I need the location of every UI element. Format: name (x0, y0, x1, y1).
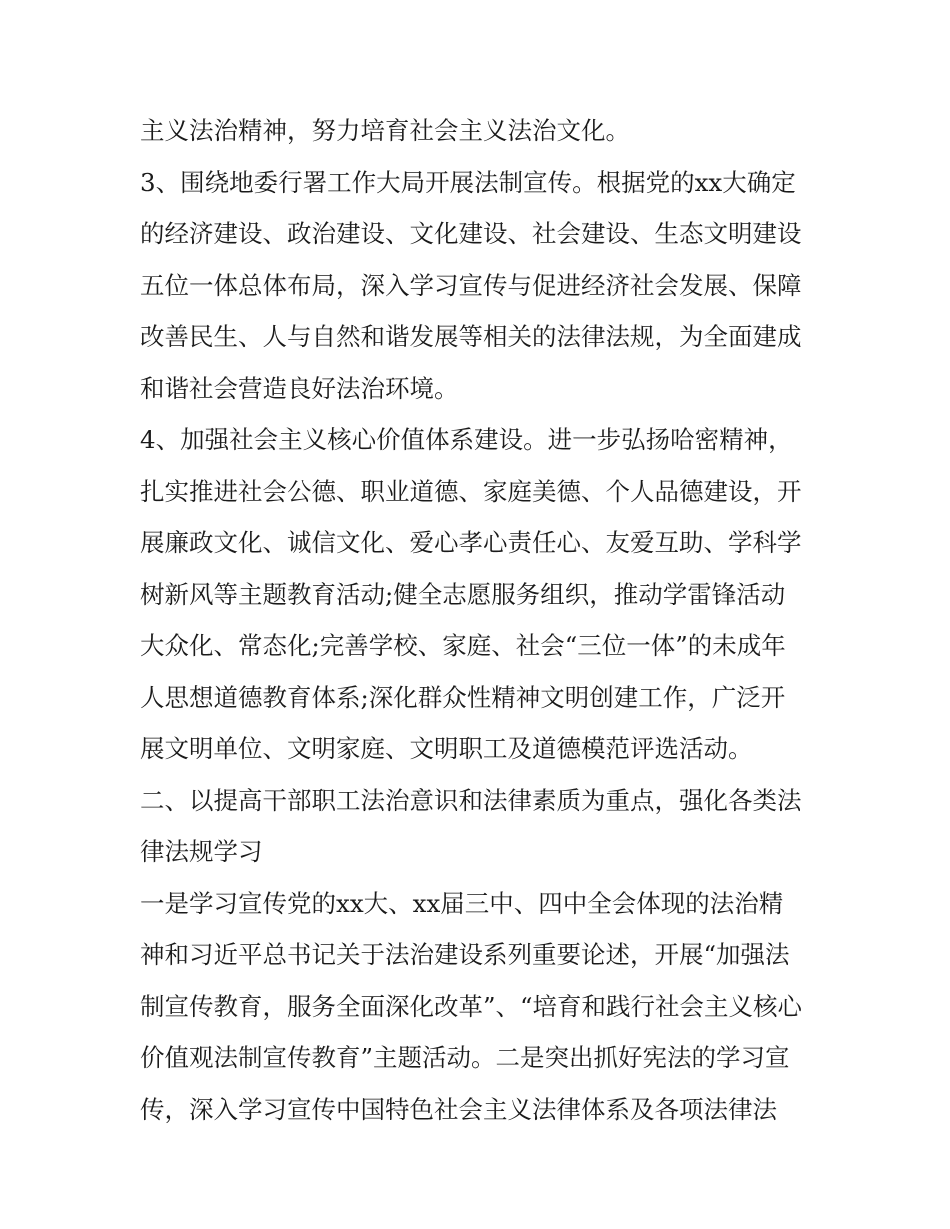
text-line: 主义法治精神，努力培育社会主义法治文化。 (140, 116, 630, 145)
text-line: 价值观法制宣传教育”主题活动。二是突出抓好宪法的学习宣 (140, 1043, 790, 1072)
text-line: 制宣传教育，服务全面深化改革”、“培育和践行社会主义核心 (140, 991, 803, 1021)
section-heading: 二、以提高干部职工法治意识和法律素质为重点，强化各类法 (140, 785, 802, 815)
text-line: 改善民生、人与自然和谐发展等相关的法律法规，为全面建成 (140, 322, 802, 351)
text-line: 展廉政文化、诚信文化、爱心孝心责任心、友爱互助、学科学 (140, 528, 802, 557)
text-line: 展文明单位、文明家庭、文明职工及道德模范评选活动。 (140, 734, 753, 763)
text-line: 和谐社会营造良好法治环境。 (140, 373, 459, 403)
text-line: 扎实推进社会公德、职业道德、家庭美德、个人品德建设，开 (140, 476, 802, 506)
document-body (140, 105, 820, 1135)
text-line: 五位一体总体布局，深入学习宣传与促进经济社会发展、保障 (140, 270, 802, 300)
text-line: 4、加强社会主义核心价值体系建设。进一步弘扬哈密精神， (140, 425, 793, 454)
text-line: 神和习近平总书记关于法治建设系列重要论述，开展“加强法 (140, 940, 790, 969)
text-line: 大众化、常态化;完善学校、家庭、社会“三位一体”的未成年 (140, 631, 786, 660)
text-line: 传，深入学习宣传中国特色社会主义法律体系及各项法律法 (140, 1094, 777, 1124)
text-line: 的经济建设、政治建设、文化建设、社会建设、生态文明建设 (140, 219, 802, 248)
text-line: 3、围绕地委行署工作大局开展法制宣传。根据党的xx大确定 (140, 167, 796, 197)
section-heading: 律法规学习 (140, 837, 263, 866)
text-line: 树新风等主题教育活动;健全志愿服务组织，推动学雷锋活动 (140, 579, 786, 609)
text-line: 一是学习宣传党的xx大、xx届三中、四中全会体现的法治精 (140, 888, 784, 918)
text-line: 人思想道德教育体系;深化群众性精神文明创建工作，广泛开 (140, 682, 786, 712)
